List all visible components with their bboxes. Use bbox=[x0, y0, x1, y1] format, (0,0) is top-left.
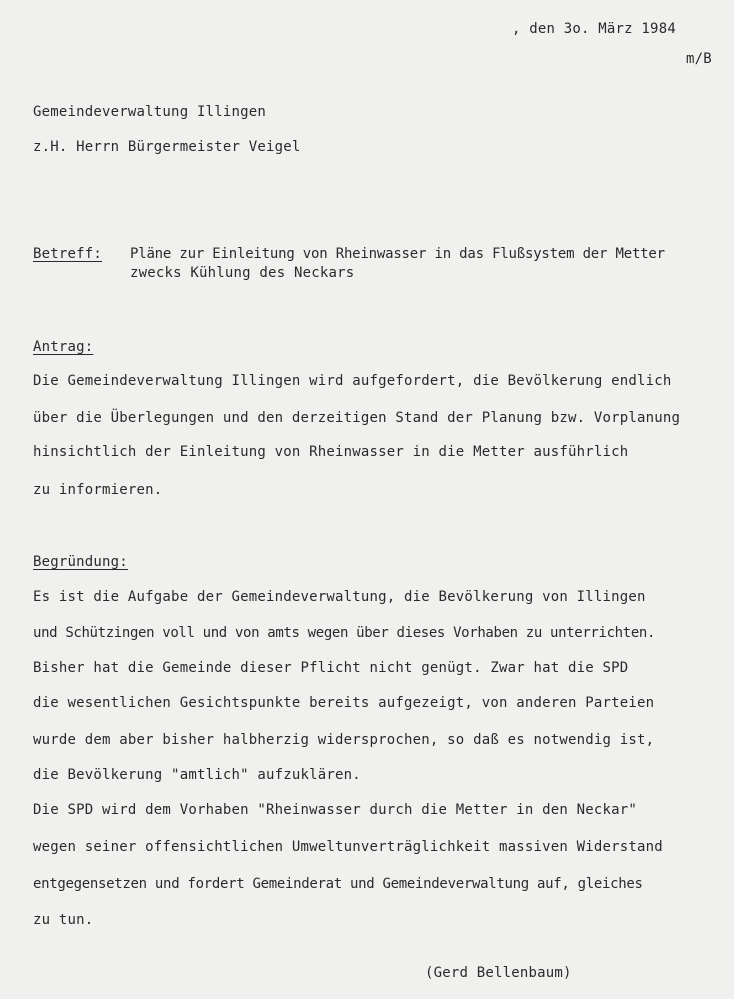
motion-line-4: zu informieren. bbox=[33, 482, 163, 498]
motion-line-3: hinsichtlich der Einleitung von Rheinwasser in die Metter ausführlich bbox=[33, 444, 629, 460]
reasoning-line-6: die Bevölkerung "amtlich" aufzuklären. bbox=[33, 767, 361, 783]
signature-name: (Gerd Bellenbaum) bbox=[425, 965, 572, 981]
reasoning-line-2: und Schützingen voll und von amts wegen über dieses Vorhaben zu unterrichten. bbox=[33, 625, 656, 641]
subject-line-1: Pläne zur Einleitung von Rheinwasser in das Flußsystem der Metter bbox=[130, 246, 665, 262]
reasoning-line-7: Die SPD wird dem Vorhaben "Rheinwasser durch die Metter in den Neckar" bbox=[33, 802, 638, 818]
reasoning-heading: Begründung: bbox=[33, 554, 128, 570]
reasoning-line-5: wurde dem aber bisher halbherzig widersprochen, so daß es notwendig ist, bbox=[33, 732, 655, 748]
reasoning-line-4: die wesentlichen Gesichtspunkte bereits aufgezeigt, von anderen Parteien bbox=[33, 695, 655, 711]
motion-line-2: über die Überlegungen und den derzeitigen Stand der Planung bzw. Vorplanung bbox=[33, 410, 681, 426]
reasoning-line-3: Bisher hat die Gemeinde dieser Pflicht nicht genügt. Zwar hat die SPD bbox=[33, 660, 629, 676]
motion-line-1: Die Gemeindeverwaltung Illingen wird aufgefordert, die Bevölkerung endlich bbox=[33, 373, 672, 389]
recipient-line-2: z.H. Herrn Bürgermeister Veigel bbox=[33, 139, 301, 155]
motion-heading: Antrag: bbox=[33, 339, 94, 355]
reference-code: m/B bbox=[686, 51, 712, 67]
subject-label: Betreff: bbox=[33, 246, 103, 262]
recipient-line-1: Gemeindeverwaltung Illingen bbox=[33, 104, 266, 120]
subject-line-2: zwecks Kühlung des Neckars bbox=[130, 265, 355, 281]
reasoning-line-9: entgegensetzen und fordert Gemeinderat und Gemeindeverwaltung auf, gleiches bbox=[33, 876, 643, 892]
reasoning-line-10: zu tun. bbox=[33, 912, 94, 928]
reasoning-line-1: Es ist die Aufgabe der Gemeindeverwaltung, die Bevölkerung von Illingen bbox=[33, 589, 646, 605]
letter-date: , den 3o. März 1984 bbox=[512, 21, 676, 37]
reasoning-line-8: wegen seiner offensichtlichen Umweltunverträglichkeit massiven Widerstand bbox=[33, 839, 663, 855]
